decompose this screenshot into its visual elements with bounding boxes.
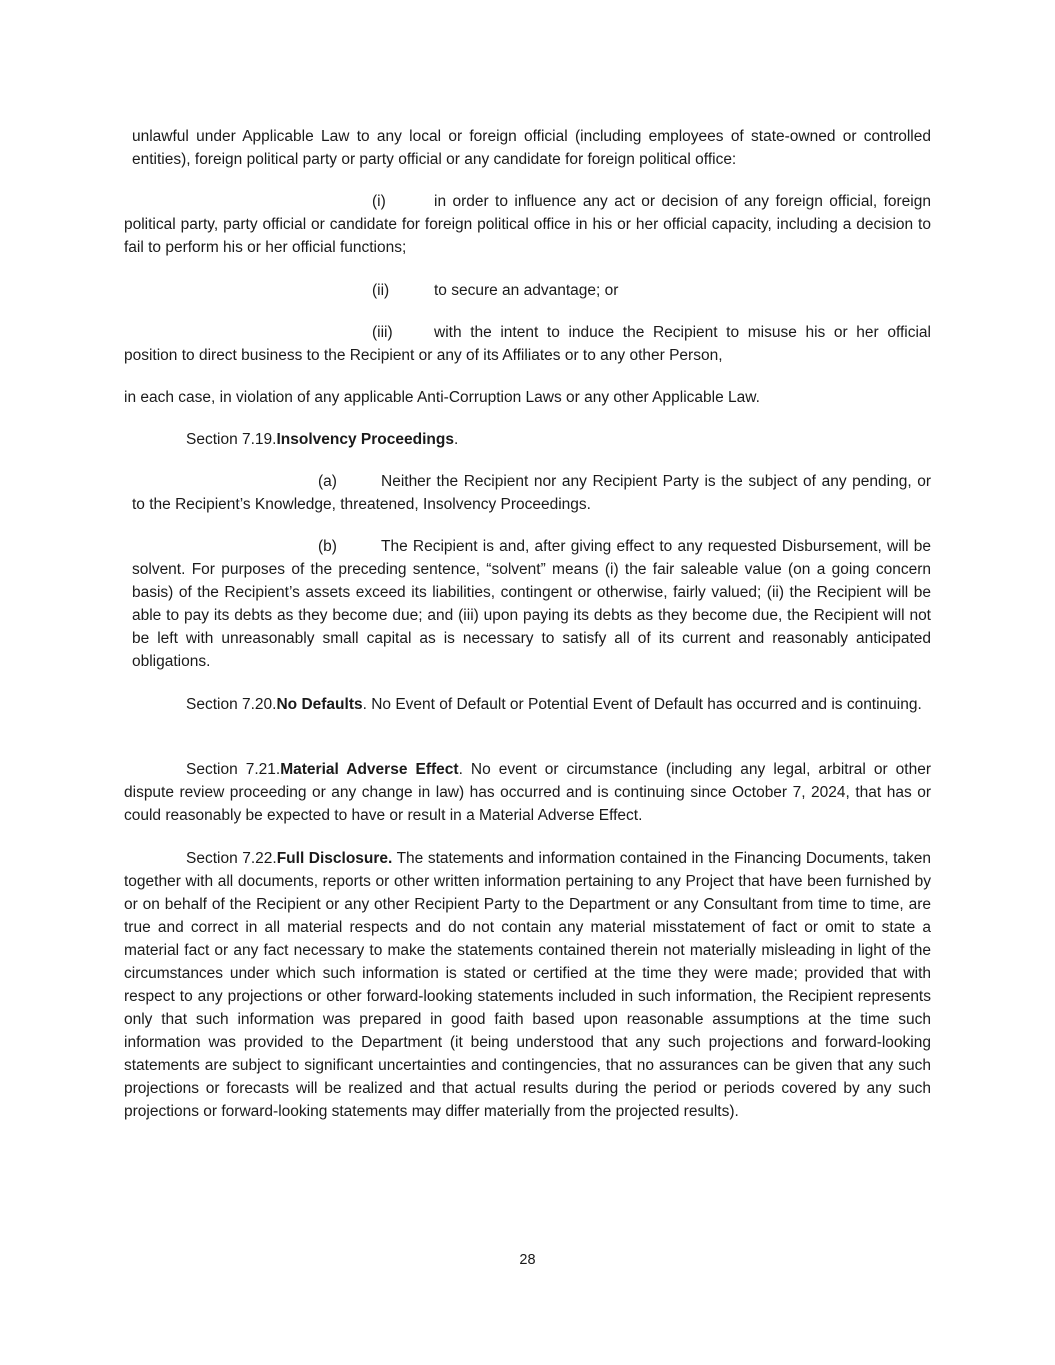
section-label: Section 7.20. xyxy=(186,696,277,713)
section-label: Section 7.19. xyxy=(186,431,277,448)
clause-iii xyxy=(124,321,931,367)
clause-number: (a) xyxy=(318,473,337,490)
clause-a xyxy=(132,470,931,516)
section-label: Section 7.21. xyxy=(186,761,281,778)
paragraph-text: unlawful under Applicable Law to any local or foreign official (including employees of state-owned or controlled entities), foreign political party or party official or any candidate for foreign political office: xyxy=(132,128,931,168)
section-title: No Defaults xyxy=(276,696,363,713)
page-number: 28 xyxy=(519,1252,536,1268)
clause-ii xyxy=(124,279,931,302)
section-7-19-heading xyxy=(124,428,931,451)
clause-number: (ii) xyxy=(372,282,390,299)
paragraph-text: in each case, in violation of any applicable Anti-Corruption Laws or any other Applicable Law. xyxy=(124,389,760,406)
section-label: Section 7.22. xyxy=(186,850,277,867)
paragraph-in-each-case xyxy=(124,386,931,409)
section-7-22 xyxy=(124,847,931,1123)
section-7-21 xyxy=(124,758,931,827)
clause-number: (iii) xyxy=(372,324,393,341)
clause-b xyxy=(132,535,931,673)
clause-text: with the intent to induce the Recipient to misuse his or her official position to direct business to the Recipient or any of its Affiliates or to any other Person, xyxy=(124,324,931,364)
section-title: Insolvency Proceedings xyxy=(276,431,454,448)
section-title: Material Adverse Effect xyxy=(280,761,459,778)
clause-number: (i) xyxy=(372,193,386,210)
section-text: . No event or circumstance (including any legal, arbitral or other dispute review proceeding or any change in law) has occurred and is continuing since October 7, 2024, that has or could reasonably be expected to have or result in a Material Adverse Effect. xyxy=(124,761,931,824)
clause-text: in order to influence any act or decision of any foreign official, foreign political party, party official or candidate for foreign political office in his or her official capacity, including a decision to fail to perform his or her official functions; xyxy=(124,193,931,256)
clause-text: to secure an advantage; or xyxy=(434,282,619,299)
section-text: The statements and information contained in the Financing Documents, taken together with all documents, reports or other written information pertaining to any Project that have been furnished by or on behalf of the Recipient or any other Recipient Party to the Department or any Consultant from time to time, are true and correct in all material respects and do not contain any material misstatement of fact or omit to state a material fact or any fact necessary to make the statements contained therein not materially misleading in light of the circumstances under which such information is stated or certified at the time they were made; provided that with respect to any projections or other forward-looking statements included in such information, the Recipient represents only that such information was prepared in good faith based upon reasonable assumptions at the time such information was provided to the Department (it being understood that any such projections and forward-looking statements are subject to significant uncertainties and contingencies, that no assurances can be given that any such projections or forecasts will be realized and that actual results during the period or periods covered by any such projections or forward-looking statements may differ materially from the projected results). xyxy=(124,850,932,1120)
clause-text: Neither the Recipient nor any Recipient Party is the subject of any pending, or to the Recipient’s Knowledge, threatened, Insolvency Proceedings. xyxy=(132,473,931,513)
section-7-20 xyxy=(124,693,931,716)
paragraph-continuation xyxy=(132,125,931,171)
section-text: . No Event of Default or Potential Event of Default has occurred and is continuing. xyxy=(362,696,922,713)
clause-number: (b) xyxy=(318,538,337,555)
section-punctuation: . xyxy=(453,431,459,448)
section-title: Full Disclosure. xyxy=(276,850,393,867)
clause-i xyxy=(124,190,931,259)
clause-text: The Recipient is and, after giving effect to any requested Disbursement, will be solvent. For purposes of the preceding sentence, “solvent” means (i) the fair saleable value (on a going concern basis) of the Recipient’s assets exceed its liabilities, contingent or otherwise, fairly valued; (ii) the Recipient will be able to pay its debts as they become due; and (iii) upon paying its debts as they become due, the Recipient will not be left with unreasonably small capital as is necessary to satisfy all of its current and reasonably anticipated obligations. xyxy=(132,538,931,670)
